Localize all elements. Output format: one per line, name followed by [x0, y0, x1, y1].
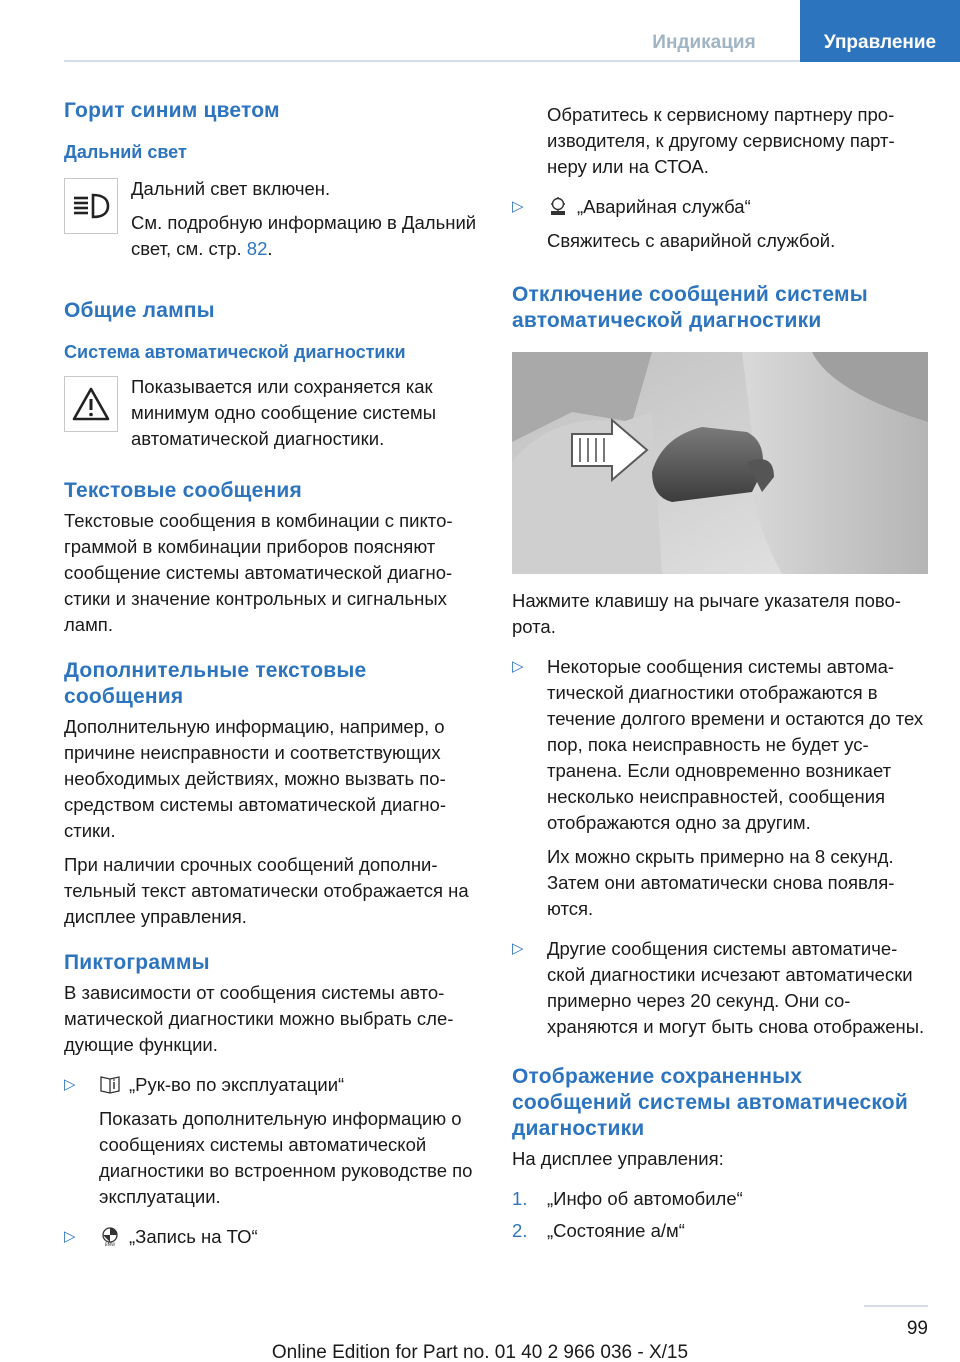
section-title-text-messages: Текстовые сообщения [64, 479, 302, 502]
section-title-stored-messages: Отображение сохраненных сообщений системы автоматической диагностики [512, 1065, 908, 1140]
triangle-bullet-icon: ▷ [512, 198, 524, 215]
left-column [64, 98, 478, 1250]
text-messages-paragraph: Текстовые сообщения в комбинации с пиктограммой в комбинации приборов поясняют сообщение системы автоматической диагностики и значение контрольных и сигнальных ламп. [64, 510, 453, 635]
svg-text:BMW: BMW [104, 1242, 116, 1246]
service-appointment-label-row[interactable] [99, 1224, 478, 1250]
page-number: 99 [906, 1318, 928, 1339]
warning-entry [64, 374, 478, 452]
owners-manual-label-row[interactable] [99, 1072, 478, 1098]
page-link-82[interactable]: 82 [246, 238, 268, 259]
high-beam-icon [64, 178, 118, 234]
triangle-bullet-icon: ▷ [512, 658, 524, 675]
steps-list [512, 1186, 928, 1244]
section-title-blue-lamps: Горит синим цветом [64, 99, 280, 122]
page-header [64, 0, 960, 62]
pictograms-paragraph: В зависимости от сообщения системы автоматической диагностики можно выбрать следующие функции. [64, 982, 454, 1055]
tab-indication[interactable]: Индикация [652, 32, 756, 53]
warning-triangle-icon [64, 376, 118, 432]
emergency-service-label: „Аварийная служба“ [577, 196, 751, 217]
photo-caption: Нажмите клавишу на рычаге указателя поворота. [512, 590, 901, 637]
bullet-emergency-service [512, 194, 928, 254]
footer-divider [864, 1305, 928, 1307]
section-title-pictograms: Пиктограммы [64, 951, 210, 974]
emergency-service-label-row[interactable] [547, 194, 928, 220]
step-text[interactable]: „Состояние а/м“ [547, 1220, 685, 1241]
section-title-hide-messages: Отключение сообщений системы автоматической диагностики [512, 283, 868, 332]
additional-messages-paragraph-1: Дополнительную информацию, например, о причине неисправности и соответствующих необходимых действиях, можно вызвать посредством системы автоматической диагностики. [64, 716, 447, 841]
triangle-bullet-icon: ▷ [64, 1076, 76, 1093]
list-item [512, 1186, 928, 1212]
bullet-auto-disappear [512, 936, 928, 1040]
section-title-additional-messages: Дополнительные текстовые сообщения [64, 659, 367, 708]
warning-text: Показывается или сохраняется как минимум одно сообщение системы автоматической диагностики. [131, 376, 437, 449]
long-messages-text: Некоторые сообщения системы автоматической диагностики отображаются в течение долгого времени и остаются до тех пор, пока неисправность не будет устранена. Если одновременно возникает несколько неисправностей, сообщения отображаются одно за другим. [547, 656, 924, 833]
high-beam-reference-text: См. подробную информацию в Дальний свет, см. стр. [131, 212, 477, 259]
high-beam-on-text: Дальний свет включен. [131, 178, 331, 199]
triangle-bullet-icon: ▷ [512, 940, 524, 957]
subsection-title-high-beam: Дальний свет [64, 142, 187, 162]
list-item [512, 1218, 928, 1244]
stored-messages-intro: На дисплее управления: [512, 1148, 724, 1169]
step-number: 1. [512, 1188, 528, 1209]
bullet-service-appointment [64, 1224, 478, 1250]
step-number: 2. [512, 1220, 528, 1241]
subsection-title-check-control: Система автоматической диагностики [64, 342, 406, 362]
step-text[interactable]: „Инфо об автомобиле“ [547, 1188, 743, 1209]
right-column [512, 98, 928, 1244]
edition-footer: Online Edition for Part no. 01 40 2 966 036 - X/15 [271, 1342, 689, 1362]
bullet-owners-manual [64, 1072, 478, 1210]
tab-controls[interactable]: Управление [800, 0, 960, 62]
additional-messages-paragraph-2: При наличии срочных сообщений дополнительный текст автоматически отображается на дисплее управления. [64, 854, 469, 927]
owners-manual-label: „Рук-во по эксплуатации“ [129, 1074, 345, 1095]
emergency-service-icon [547, 196, 569, 216]
triangle-bullet-icon: ▷ [64, 1228, 76, 1245]
high-beam-entry [64, 176, 478, 262]
manual-book-icon [99, 1074, 121, 1094]
service-appointment-label: „Запись на ТО“ [129, 1226, 258, 1247]
section-title-general-lamps: Общие лампы [64, 299, 215, 322]
bmw-service-icon [99, 1226, 121, 1246]
high-beam-text [131, 176, 478, 262]
service-appointment-description: Обратитесь к сервисному партнеру производителя, к другому сервисному партнеру или на СТОА. [547, 104, 895, 177]
emergency-service-description: Свяжитесь с аварийной службой. [547, 230, 836, 251]
turn-signal-lever-photo [512, 352, 928, 574]
high-beam-reference [131, 210, 478, 262]
high-beam-reference-period: . [267, 238, 273, 259]
bullet-long-messages [512, 654, 928, 922]
owners-manual-description: Показать дополнительную информацию о сообщениях системы автоматической диагностики во встроенном руководстве по эксплуатации. [99, 1108, 473, 1207]
hide-messages-text: Их можно скрыть примерно на 8 секунд. Затем они автоматически снова появляются. [547, 846, 895, 919]
auto-disappear-text: Другие сообщения системы автоматической диагностики исчезают автоматически примерно через 20 секунд. Они сохраняются и могут быть снова отображены. [547, 938, 925, 1037]
